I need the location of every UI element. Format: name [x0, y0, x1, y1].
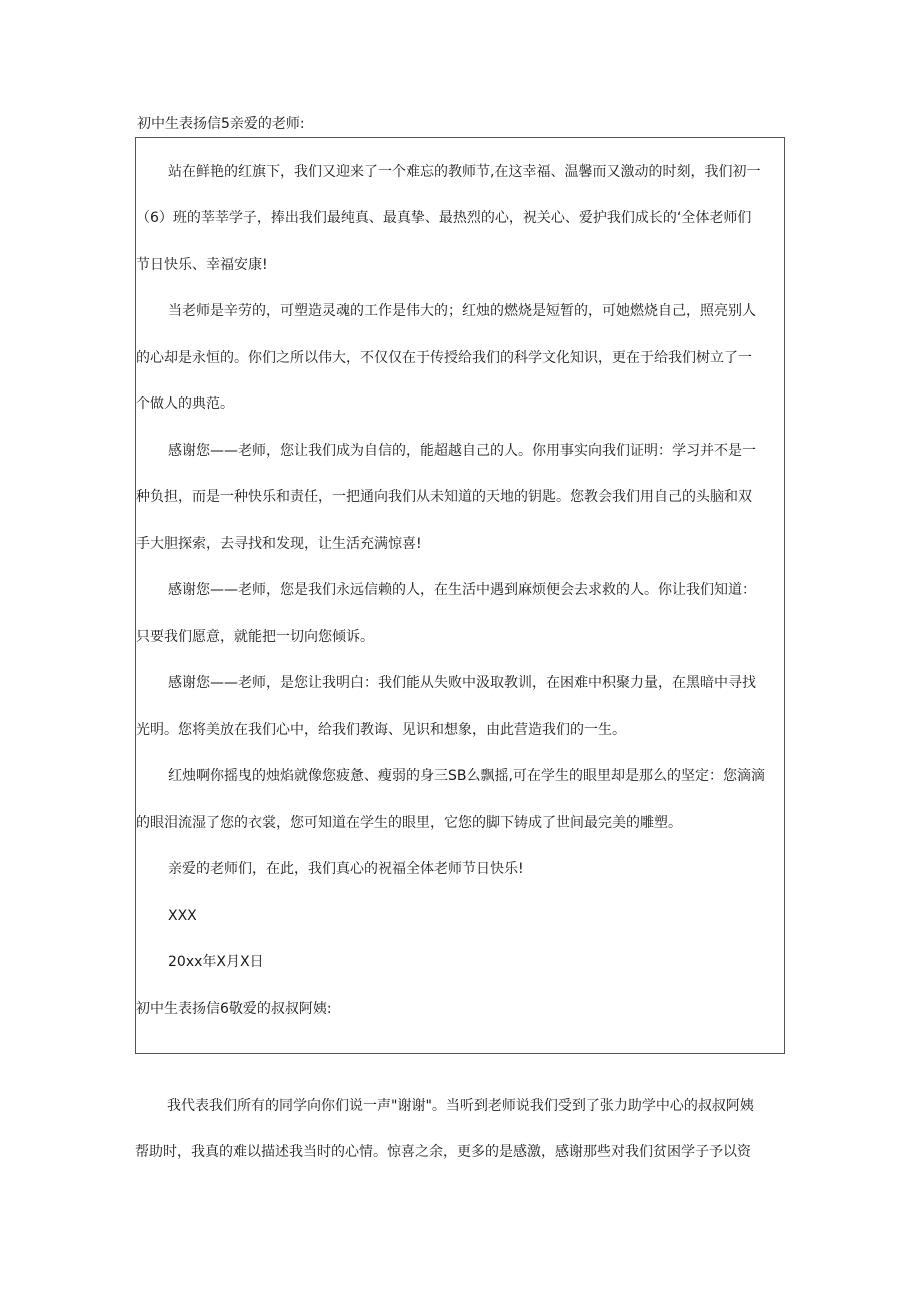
paragraph-line: 站在鲜艳的红旗下，我们又迎来了一个难忘的教师节,在这幸福、温馨而又激动的时刻，我们初一: [168, 164, 761, 180]
letter-date: 20xx年X月X日: [168, 954, 264, 970]
paragraph-line: 只要我们愿意，就能把一切向您倾诉。: [136, 629, 374, 645]
letter-heading-2: 初中生表扬信6敬爱的叔叔阿姨:: [136, 1001, 332, 1017]
paragraph-line: 的眼泪流湿了您的衣裳，您可知道在学生的眼里，它您的脚下铸成了世间最完美的雕塑。: [136, 815, 682, 831]
paragraph-line: 光明。您将美放在我们心中，给我们教诲、见识和想象，由此营造我们的一生。: [136, 722, 626, 738]
paragraph-line: 我代表我们所有的同学向你们说一声"谢谢"。当听到老师说我们受到了张力助学中心的叔叔阿姨: [167, 1098, 754, 1114]
paragraph-line: 红烛啊你摇曳的烛焰就像您疲惫、瘦弱的身三SB么飘摇,可在学生的眼里却是那么的坚定：您滴滴: [168, 768, 765, 784]
paragraph-line: 帮助时，我真的难以描述我当时的心情。惊喜之余，更多的是感激，感谢那些对我们贫困学子予以资: [135, 1144, 751, 1160]
paragraph-line: 节日快乐、幸福安康!: [136, 257, 268, 273]
letter-heading-1: 初中生表扬信5亲爱的老师:: [137, 116, 305, 132]
closing-line: 亲爱的老师们，在此，我们真心的祝福全体老师节日快乐!: [168, 861, 524, 877]
paragraph-line: （6）班的莘莘学子，捧出我们最纯真、最真挚、最热烈的心，祝关心、爱护我们成长的‘全体老师们: [136, 210, 752, 226]
paragraph-line: 感谢您——老师，您让我们成为自信的，能超越自己的人。你用事实向我们证明：学习并不是一: [168, 443, 756, 459]
paragraph-line: 感谢您——老师，是您让我明白：我们能从失败中汲取教训，在困难中积聚力量，在黑暗中寻找: [168, 675, 756, 691]
paragraph-line: 个做人的典范。: [136, 396, 234, 412]
paragraph-line: 的心却是永恒的。你们之所以伟大，不仅仅在于传授给我们的科学文化知识，更在于给我们树立了一: [136, 350, 752, 366]
signature: XXX: [168, 908, 197, 924]
paragraph-line: 感谢您——老师，您是我们永远信赖的人，在生活中遇到麻烦便会去求救的人。你让我们知道：: [168, 582, 756, 598]
paragraph-line: 种负担，而是一种快乐和责任，一把通向我们从未知道的天地的钥匙。您教会我们用自己的头脑和双: [136, 489, 752, 505]
letter-box: [135, 137, 785, 1054]
paragraph-line: 手大胆探索，去寻找和发现，让生活充满惊喜!: [136, 536, 422, 552]
paragraph-line: 当老师是辛劳的，可塑造灵魂的工作是伟大的；红烛的燃烧是短暂的，可她燃烧自己，照亮别人: [168, 303, 756, 319]
